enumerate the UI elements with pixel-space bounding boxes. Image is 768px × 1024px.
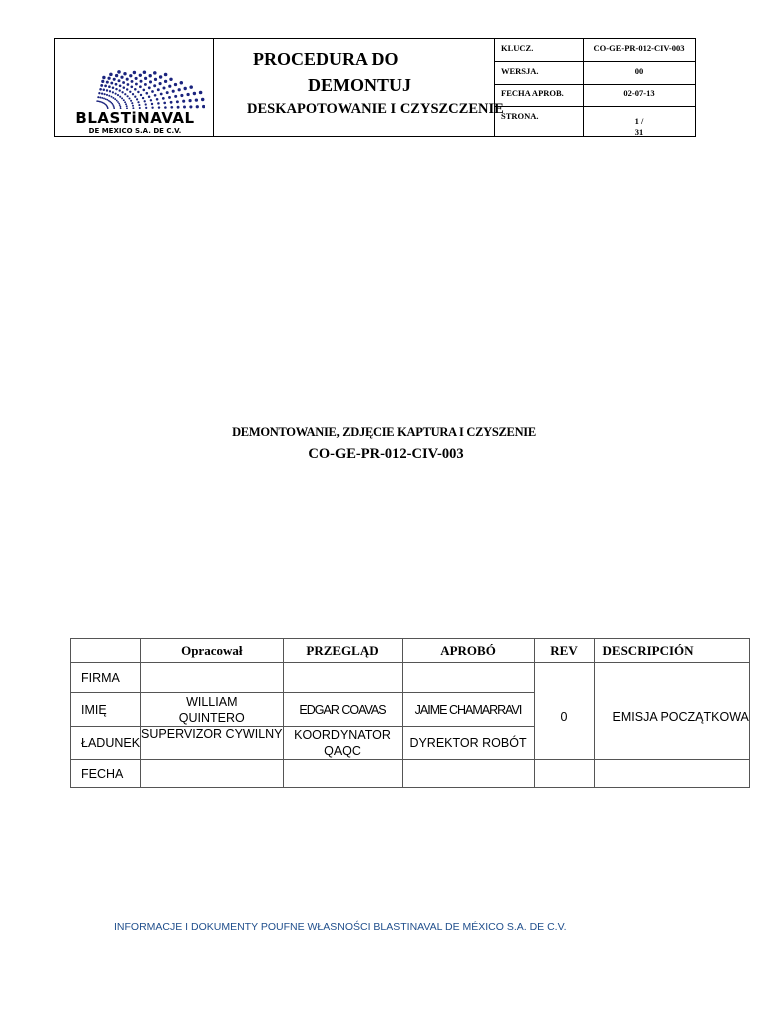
logo-dot: [140, 94, 142, 96]
logo-dot: [180, 94, 183, 97]
logo-dot: [189, 105, 192, 108]
procedure-title-line2: DEMONTUJ: [308, 75, 411, 95]
logo-dot: [144, 83, 147, 86]
logo-dot: [114, 98, 116, 100]
logo-dot: [126, 88, 128, 90]
table-cell: JAIME CHAMARRAVI: [402, 693, 534, 727]
logo-dot: [148, 95, 151, 98]
logo-dot: [112, 91, 114, 93]
table-cell: [283, 663, 402, 693]
table-header-cell: APROBÓ: [402, 639, 534, 663]
row-label-fecha: FECHA: [71, 760, 141, 788]
cell-line: QUINTERO: [178, 710, 245, 725]
logo-dot: [174, 83, 177, 86]
logo-dot: [132, 105, 134, 107]
header-divider: [213, 39, 214, 136]
table-header-row: [71, 639, 750, 663]
meta-label-version: WERSJA.: [501, 66, 539, 76]
header-row-line: [494, 106, 695, 107]
logo-dot: [168, 96, 171, 99]
logo-dot: [106, 81, 109, 84]
logo-dot: [115, 83, 118, 86]
table-cell: [402, 663, 534, 693]
meta-label-key: KLUCZ.: [501, 43, 534, 53]
logo-dot: [107, 77, 110, 80]
row-label-ladunek: ŁADUNEK: [71, 727, 141, 760]
logo-dot: [151, 103, 153, 105]
logo-dot: [202, 105, 205, 108]
logo-dot: [106, 89, 108, 91]
logo-subtitle: DE MEXICO S.A. DE C.V.: [88, 127, 182, 135]
logo-dot: [109, 90, 111, 92]
logo-dot: [106, 99, 108, 101]
logo-dot: [145, 103, 147, 105]
table-cell: [283, 727, 402, 760]
logo-dot: [136, 98, 138, 100]
logo-dot: [135, 83, 138, 86]
logo-dot: [163, 102, 166, 105]
logo-dot: [156, 98, 159, 101]
meta-value-version: 00: [634, 66, 644, 76]
logo-dot: [164, 80, 167, 83]
logo-dot: [189, 85, 193, 89]
logo-dot: [103, 89, 106, 92]
logo-dot: [142, 89, 145, 92]
logo-dot: [119, 104, 121, 106]
logo-dot: [196, 105, 199, 108]
logo-dot: [113, 78, 116, 81]
logo-dot: [117, 101, 119, 103]
logo-dot: [101, 92, 103, 94]
logo-dot: [123, 99, 125, 101]
table-row: [71, 663, 750, 693]
logo-dot: [119, 89, 121, 91]
logo-dot: [149, 80, 152, 83]
logo-dot: [125, 103, 127, 105]
table-header-cell: DESCRIPCIÓN: [594, 639, 749, 663]
logo-dot: [137, 91, 139, 93]
logo-dot: [178, 88, 181, 91]
header-row-line: [494, 84, 695, 85]
blastinaval-logo-icon: [65, 47, 205, 109]
logo-dot: [101, 97, 103, 99]
logo-dot: [124, 101, 126, 103]
confidentiality-footer: INFORMACJE I DOKUMENTY POUFNE WŁASNOŚCI BLASTINAVAL DE MÉXICO S.A. DE C.V.: [114, 921, 567, 933]
logo-dot: [140, 80, 143, 83]
table-cell: [141, 693, 283, 727]
logo-dot: [108, 95, 110, 97]
logo-dot: [109, 73, 113, 77]
logo-dot: [184, 87, 187, 90]
logo-dot: [103, 97, 105, 99]
logo-dot: [149, 74, 152, 77]
logo-dot: [143, 70, 147, 74]
logo-dot: [193, 92, 196, 95]
logo-dot: [99, 88, 102, 91]
logo-dot: [134, 96, 136, 98]
meta-label-approval-date: FECHA APROB.: [501, 88, 564, 98]
logo-dot: [199, 91, 203, 95]
logo-dot: [126, 105, 128, 107]
logo-dot: [101, 80, 104, 83]
logo-dot: [99, 97, 101, 99]
logo-dot: [137, 101, 139, 103]
logo-dot: [104, 93, 106, 95]
table-cell: DYREKTOR ROBÓT: [402, 727, 534, 760]
logo-dot: [153, 71, 157, 75]
table-cell: [594, 760, 749, 788]
logo-dot: [126, 78, 129, 81]
logo-dot: [162, 97, 165, 100]
logo-dot: [132, 93, 134, 95]
logo-dot: [128, 97, 130, 99]
logo-dot: [195, 98, 198, 101]
logo-dot: [160, 93, 163, 96]
logo-dot: [153, 84, 156, 87]
logo-dot: [124, 93, 126, 95]
logo-dot: [118, 103, 120, 105]
logo-dot: [127, 83, 130, 86]
logo-dot: [151, 90, 154, 93]
logo-dot: [121, 97, 123, 99]
logo-dot: [182, 100, 185, 103]
document-code: CO-GE-PR-012-CIV-003: [308, 446, 464, 462]
logo-dot: [180, 81, 184, 85]
logo-dot: [129, 91, 131, 93]
table-header-cell: [71, 639, 141, 663]
logo-dot: [111, 96, 113, 98]
logo-dot: [117, 70, 121, 74]
header-divider: [494, 39, 495, 136]
logo-dot: [157, 102, 160, 105]
logo-dot: [115, 88, 117, 90]
table-header-cell: Opracował: [141, 639, 283, 663]
logo-dot: [144, 77, 147, 80]
logo-dot: [117, 94, 119, 96]
logo-dot: [162, 86, 165, 89]
logo-dot: [146, 92, 149, 95]
table-cell: SUPERVIZOR CYWILNY: [141, 727, 283, 760]
table-header-cell: REV: [534, 639, 594, 663]
logo-dot: [112, 97, 114, 99]
logo-dot: [157, 88, 160, 91]
logo-dot: [139, 85, 142, 88]
logo-dot: [159, 82, 162, 85]
logo-dot: [174, 95, 177, 98]
logo-dot: [116, 100, 118, 102]
table-cell: [534, 760, 594, 788]
meta-value-key: CO-GE-PR-012-CIV-003: [593, 43, 685, 53]
logo-dot: [120, 76, 123, 79]
logo-dot: [159, 75, 162, 78]
logo-dot: [123, 72, 126, 75]
logo-dot: [201, 98, 204, 101]
logo-dot: [110, 82, 113, 85]
logo-dot: [176, 100, 179, 103]
logo-dot: [98, 92, 100, 94]
cell-line: WILLIAM: [186, 694, 238, 709]
signature-table: [70, 638, 750, 788]
logo-dot: [127, 95, 129, 97]
logo-dot: [119, 96, 121, 98]
logo-dot: [112, 87, 115, 90]
logo-dot: [123, 86, 126, 89]
table-cell: [402, 760, 534, 788]
logo-dot: [154, 78, 157, 81]
table-header-cell: PRZEGLĄD: [283, 639, 402, 663]
logo-dot: [119, 84, 122, 87]
logo-dot: [130, 100, 132, 102]
logo-dot: [172, 90, 175, 93]
logo-dot: [169, 78, 172, 81]
meta-label-page: STRONA.: [501, 111, 539, 121]
logo-dot: [115, 74, 118, 77]
description-cell: EMISJA POCZĄTKOWA: [594, 663, 749, 760]
logo-dot: [150, 99, 152, 101]
logo-dot: [138, 104, 140, 106]
company-logo: [65, 47, 205, 135]
logo-dot: [134, 88, 137, 91]
logo-dot: [133, 71, 136, 74]
cell-line: QAQC: [324, 744, 361, 758]
logo-dot: [115, 93, 117, 95]
logo-dot: [131, 102, 133, 104]
meta-value-page: 1 /: [634, 116, 644, 126]
row-label-firma: FIRMA: [71, 663, 141, 693]
logo-dot: [168, 85, 171, 88]
logo-dot: [120, 106, 122, 108]
logo-dot: [97, 96, 99, 98]
logo-dot: [135, 77, 138, 80]
logo-dot: [130, 85, 133, 88]
procedure-subtitle: DESKAPOTOWANIE I CZYSZCZENIE: [247, 101, 504, 117]
table-cell: [141, 760, 283, 788]
logo-dot: [142, 97, 144, 99]
document-title: DEMONTOWANIE, ZDJĘCIE KAPTURA I CZYSZENIE: [232, 425, 536, 439]
cell-line: KOORDYNATOR: [294, 728, 391, 742]
table-cell: [283, 760, 402, 788]
logo-dot: [108, 85, 111, 88]
logo-dot: [154, 94, 157, 97]
logo-dot: [166, 91, 169, 94]
logo-dot: [164, 73, 168, 77]
logo-dot: [121, 91, 123, 93]
logo-dot: [104, 85, 107, 88]
logo-dot: [144, 100, 146, 102]
procedure-title-line1: PROCEDURA DO: [253, 49, 399, 69]
logo-dot: [105, 98, 107, 100]
row-label-imie: IMIĘ: [71, 693, 141, 727]
rev-cell: 0: [534, 663, 594, 760]
logo-dot: [139, 74, 142, 77]
logo-name: BLASTiNAVAL: [75, 109, 195, 127]
logo-dot: [170, 101, 173, 104]
logo-dot: [118, 79, 121, 82]
logo-dot: [106, 94, 108, 96]
document-header: [54, 38, 696, 137]
logo-dot: [102, 76, 105, 79]
logo-dot: [186, 93, 189, 96]
logo-dot: [122, 81, 125, 84]
table-cell: EDGAR COAVAS: [283, 693, 402, 727]
logo-dot: [189, 99, 192, 102]
meta-value-page-total: 31: [634, 127, 644, 137]
table-cell: [141, 663, 283, 693]
meta-value-approval-date: 02-07-13: [623, 88, 655, 98]
header-row-line: [494, 61, 695, 62]
logo-dot: [131, 80, 134, 83]
logo-dot: [100, 84, 103, 87]
table-row: [71, 760, 750, 788]
logo-dot: [148, 86, 151, 89]
logo-dot: [129, 74, 132, 77]
